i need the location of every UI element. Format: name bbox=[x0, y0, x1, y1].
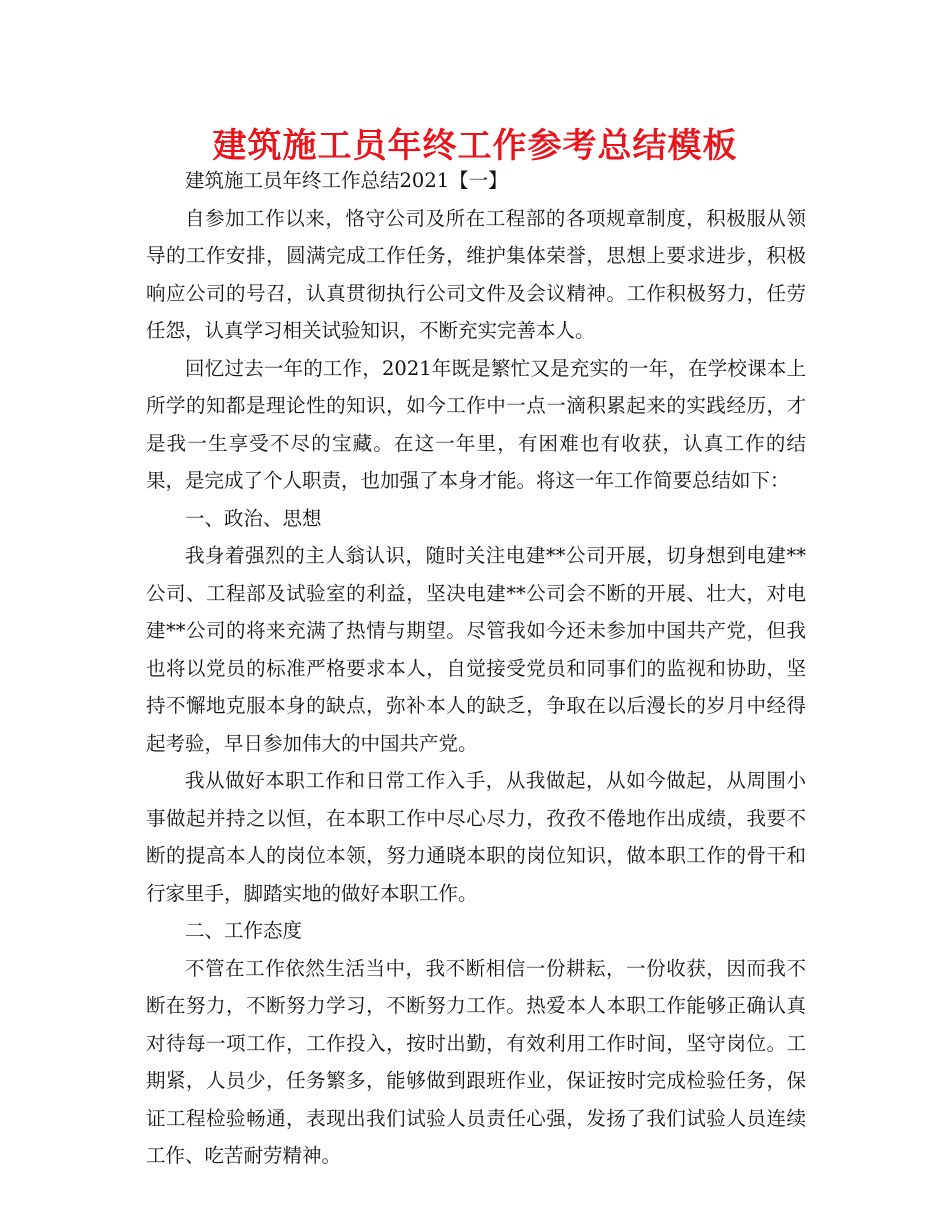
body-paragraph: 我从做好本职工作和日常工作入手，从我做起，从如今做起，从周围小事做起并持之以恒，在本职工作中尽心尽力，孜孜不倦地作出成绩，我要不断的提高本人的岗位本领，努力通晓本职的岗位知识，做本职工作的骨干和行家里手，脚踏实地的做好本职工作。 bbox=[146, 769, 806, 905]
section-heading: 二、工作态度 bbox=[185, 919, 303, 942]
body-paragraph: 我身着强烈的主人翁认识，随时关注电建**公司开展，切身想到电建**公司、工程部及试验室的利益，坚决电建**公司会不断的开展、壮大，对电建**公司的将来充满了热情与期望。尽管我如今还未参加中国共产党，但我也将以党员的标准严格要求本人，自觉接受党员和同事们的监视和协助，坚持不懈地克服本身的缺点，弥补本人的缺乏，争取在以后漫长的岁月中经得起考验，早日参加伟大的中国共产党。 bbox=[146, 544, 806, 755]
section-heading: 一、政治、思想 bbox=[185, 506, 322, 530]
subtitle-line: 建筑施工员年终工作总结2021【一】 bbox=[185, 169, 508, 192]
body-paragraph: 不管在工作依然生活当中，我不断相信一份耕耘，一份收获，因而我不断在努力，不断努力学习，不断努力工作。热爱本人本职工作能够正确认真对待每一项工作，工作投入，按时出勤，有效利用工作时间，坚守岗位。工期紧，人员少，任务繁多，能够做到跟班作业，保证按时完成检验任务，保证工程检验畅通，表现出我们试验人员责任心强，发扬了我们试验人员连续工作、吃苦耐劳精神。 bbox=[146, 956, 806, 1167]
body-paragraph: 回忆过去一年的工作，2021年既是繁忙又是充实的一年，在学校课本上所学的知都是理论性的知识，如今工作中一点一滴积累起来的实践经历，才是我一生享受不尽的宝藏。在这一年里，有困难也有收获，认真工作的结果，是完成了个人职责，也加强了本身才能。将这一年工作简要总结如下： bbox=[146, 356, 806, 492]
document-title: 建筑施工员年终工作参考总结模板 bbox=[212, 126, 738, 166]
document-body bbox=[146, 162, 806, 1175]
body-paragraph: 自参加工作以来，恪守公司及所在工程部的各项规章制度，积极服从领导的工作安排，圆满完成工作任务，维护集体荣誉，思想上要求进步，积极响应公司的号召，认真贯彻执行公司文件及会议精神。工作积极努力，任劳任怨，认真学习相关试验知识，不断充实完善本人。 bbox=[146, 206, 806, 342]
